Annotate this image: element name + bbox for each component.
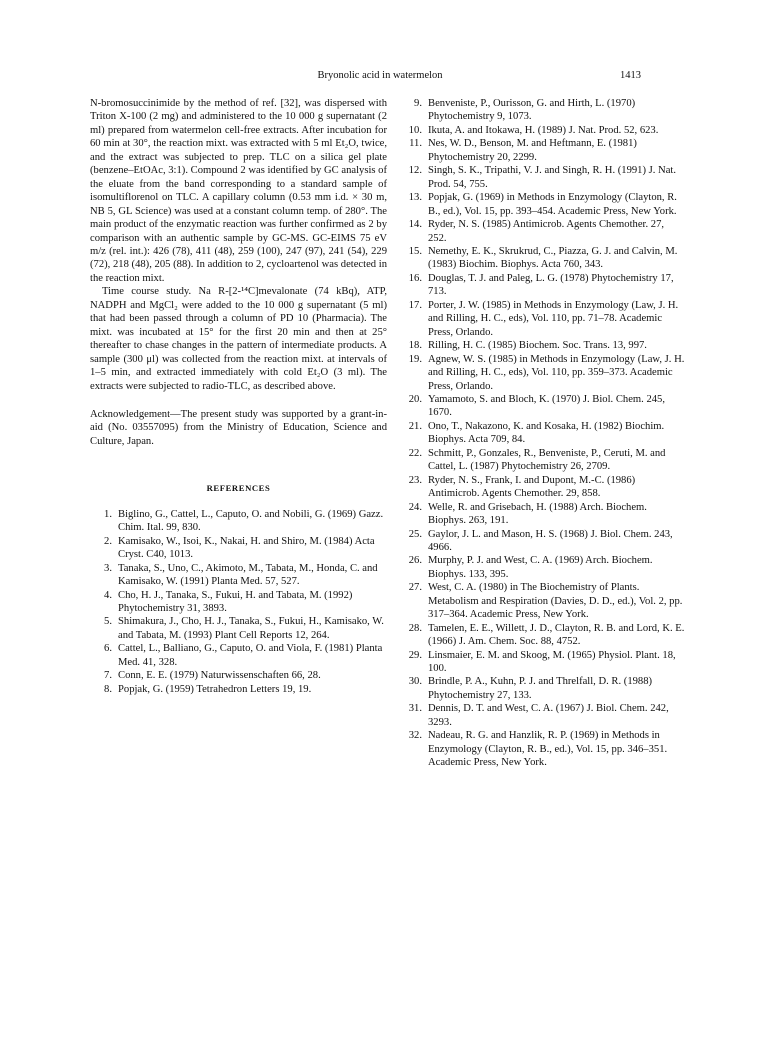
reference-item [400, 447, 685, 474]
reference-number: 17. [408, 299, 422, 311]
reference-text: Porter, J. W. (1985) in Methods in Enzymology (Law, J. H. and Rilling, H. C., eds), Vol. 110, pp. 71–78. Academic Press, Orlando. [428, 299, 679, 338]
reference-number: 31. [408, 703, 422, 715]
reference-item [90, 669, 387, 682]
reference-number: 27. [408, 582, 422, 594]
left-column [90, 97, 387, 696]
reference-text: Yamamoto, S. and Bloch, K. (1970) J. Biol. Chem. 245, 1670. [428, 393, 665, 419]
reference-item [400, 622, 685, 649]
reference-number: 18. [408, 340, 422, 352]
reference-text: Nes, W. D., Benson, M. and Heftmann, E. (1981) Phytochemistry 20, 2299. [428, 138, 637, 163]
reference-number: 29. [408, 649, 422, 661]
page-number: 1413 [620, 70, 641, 81]
reference-item [400, 299, 685, 339]
reference-number: 5. [104, 616, 112, 628]
reference-item [400, 474, 685, 501]
reference-number: 30. [408, 676, 422, 688]
reference-item [400, 218, 685, 245]
reference-number: 12. [408, 165, 422, 177]
reference-number: 25. [408, 528, 422, 540]
reference-item [90, 683, 387, 696]
reference-text: Popjak, G. (1969) in Methods in Enzymology (Clayton, R. B., ed.), Vol. 15, pp. 393–454. Academic Press, New York. [428, 192, 677, 217]
reference-number: 21. [408, 420, 422, 432]
method-paragraph: N-bromosuccinimide by the method of ref. [32], was dispersed with Triton X-100 (2 mg) and administered to the 10 000 g supernatant (2 ml) prepared from watermelon cell-free extracts. After incubation for 60 min at 30°, the reaction mixt. was extracted with 5 ml Et₂O, twice, and the extract was subjected to prep. TLC on a silica gel plate (benzene–EtOAc, 3:1). Compound 2 was identified by GC analysis of the eluate from the band corresponding to a standard sample of isomultiflorenol on TLC. A capillary column (0.53 mm i.d. × 30 m, NB 5, GL Science) was used at a constant column temp. of 280°. The main product of the enzymatic reaction was further confirmed as 2 by comparison with an authentic sample by GC-MS. GC-EIMS 75 eV m/z (rel. int.): 426 (78), 411 (48), 259 (100), 247 (97), 241 (54), 229 (72), 218 (48), 205 (88). In addition to 2, cycloartenol was detected in the reaction mixt. [90, 98, 387, 284]
reference-item [400, 581, 685, 621]
reference-text: Dennis, D. T. and West, C. A. (1967) J. Biol. Chem. 242, 3293. [428, 703, 669, 728]
reference-text: Brindle, P. A., Kuhn, P. J. and Threlfall, D. R. (1988) Phytochemistry 27, 133. [428, 676, 653, 701]
reference-text: Conn, E. E. (1979) Naturwissenschaften 66, 28. [118, 670, 321, 682]
reference-text: Gaylor, J. L. and Mason, H. S. (1968) J. Biol. Chem. 243, 4966. [428, 528, 673, 553]
reference-number: 26. [408, 555, 422, 567]
reference-list-right [400, 97, 685, 770]
reference-text: Nadeau, R. G. and Hanzlik, R. P. (1969) in Methods in Enzymology (Clayton, R. B., ed.), Vol. 15, pp. 346–351. Academic Press, New York. [428, 730, 668, 769]
reference-number: 24. [408, 501, 422, 513]
reference-item [400, 272, 685, 299]
reference-number: 9. [414, 98, 422, 109]
reference-item [90, 615, 387, 642]
reference-number: 15. [408, 245, 422, 257]
reference-number: 8. [104, 683, 112, 695]
reference-item [400, 675, 685, 702]
reference-text: Singh, S. K., Tripathi, V. J. and Singh, R. H. (1991) J. Nat. Prod. 54, 755. [428, 165, 677, 190]
reference-item [400, 339, 685, 352]
reference-number: 10. [408, 124, 422, 136]
reference-number: 13. [408, 192, 422, 204]
time-course-paragraph: Time course study. Na R-[2-¹⁴C]mevalonate (74 kBq), ATP, NADPH and MgCl₂ were added to the 10 000 g supernatant (5 ml) that had been passed through a column of PD 10 (Pharmacia). The mixt. was incubated at 15° for the first 20 min and then at 25° thereafter to chase changes in the pattern of intermediate products. A sample (300 μl) was collected from the reaction mixt. at intervals of 1–5 min, and extracted immediately with cold Et₂O (3 ml). The extracts were subjected to radio-TLC, as described above. [90, 286, 387, 392]
reference-text: Welle, R. and Grisebach, H. (1988) Arch. Biochem. Biophys. 263, 191. [428, 501, 647, 527]
reference-list-left [90, 508, 387, 696]
reference-text: West, C. A. (1980) in The Biochemistry of Plants. Metabolism and Respiration (Davies, D. D., ed.), Vol. 2, pp. 317–364. Academic Press, New York. [428, 582, 683, 621]
reference-text: Ono, T., Nakazono, K. and Kosaka, H. (1982) Biochim. Biophys. Acta 709, 84. [428, 420, 665, 446]
reference-item [400, 528, 685, 555]
reference-item [400, 124, 685, 137]
reference-text: Cattel, L., Balliano, G., Caputo, O. and Viola, F. (1981) Planta Med. 41, 328. [118, 643, 383, 668]
reference-text: Ryder, N. S. (1985) Antimicrob. Agents Chemother. 27, 252. [428, 219, 665, 244]
reference-item [400, 164, 685, 191]
experimental-text [90, 97, 387, 393]
reference-text: Shimakura, J., Cho, H. J., Tanaka, S., Fukui, H., Kamisako, W. and Tabata, M. (1993) Plant Cell Reports 12, 264. [118, 616, 384, 641]
reference-number: 32. [408, 730, 422, 742]
reference-text: Ryder, N. S., Frank, I. and Dupont, M.-C. (1986) Antimicrob. Agents Chemother. 29, 858. [428, 474, 636, 500]
acknowledgement: Acknowledgement—The present study was supported by a grant-in-aid (No. 03557095) from the Ministry of Education, Science and Culture, Japan. [90, 408, 387, 447]
reference-number: 4. [104, 589, 112, 601]
reference-text: Schmitt, P., Gonzales, R., Benveniste, P., Ceruti, M. and Cattel, L. (1987) Phytochemistry 26, 2709. [428, 447, 666, 473]
reference-text: Tanaka, S., Uno, C., Akimoto, M., Tabata, M., Honda, C. and Kamisako, W. (1991) Planta Med. 57, 527. [118, 562, 378, 588]
reference-item [400, 501, 685, 528]
reference-number: 28. [408, 622, 422, 634]
reference-item [400, 353, 685, 393]
running-title: Bryonolic acid in watermelon [317, 70, 443, 81]
reference-item [90, 589, 387, 616]
reference-item [400, 191, 685, 218]
reference-item [90, 535, 387, 562]
reference-text: Murphy, P. J. and West, C. A. (1969) Arch. Biochem. Biophys. 133, 395. [428, 555, 653, 580]
reference-item [400, 393, 685, 420]
reference-number: 14. [408, 219, 422, 231]
reference-text: Nemethy, E. K., Skrukrud, C., Piazza, G. J. and Calvin, M. (1983) Biochim. Biophys. Acta 760, 343. [428, 245, 678, 271]
reference-number: 1. [104, 508, 112, 520]
reference-number: 11. [409, 138, 422, 150]
reference-item [400, 137, 685, 164]
reference-number: 2. [104, 535, 112, 547]
reference-item [400, 649, 685, 676]
reference-number: 3. [104, 562, 112, 574]
reference-number: 22. [408, 447, 422, 459]
reference-number: 6. [104, 643, 112, 655]
reference-text: Benveniste, P., Ourisson, G. and Hirth, L. (1970) Phytochemistry 9, 1073. [428, 98, 636, 123]
reference-text: Kamisako, W., Isoi, K., Nakai, H. and Shiro, M. (1984) Acta Cryst. C40, 1013. [118, 535, 375, 561]
reference-item [400, 97, 685, 124]
reference-text: Rilling, H. C. (1985) Biochem. Soc. Trans. 13, 997. [428, 340, 647, 352]
reference-number: 7. [104, 670, 112, 682]
reference-item [400, 554, 685, 581]
reference-number: 23. [408, 474, 422, 486]
reference-text: Linsmaier, E. M. and Skoog, M. (1965) Physiol. Plant. 18, 100. [428, 649, 676, 675]
reference-text: Tamelen, E. E., Willett, J. D., Clayton, R. B. and Lord, K. E. (1966) J. Am. Chem. Soc. 88, 4752. [428, 622, 685, 648]
reference-item [400, 420, 685, 447]
reference-text: Agnew, W. S. (1985) in Methods in Enzymology (Law, J. H. and Rilling, H. C., eds), Vol. 110, pp. 359–373. Academic Press, Orlando. [428, 353, 685, 392]
reference-item [400, 729, 685, 769]
reference-item [90, 642, 387, 669]
references-heading: REFERENCES [206, 483, 271, 494]
reference-text: Cho, H. J., Tanaka, S., Fukui, H. and Tabata, M. (1992) Phytochemistry 31, 3893. [118, 589, 353, 614]
reference-item [90, 562, 387, 589]
reference-text: Popjak, G. (1959) Tetrahedron Letters 19, 19. [118, 683, 312, 695]
reference-item [400, 702, 685, 729]
reference-item [400, 245, 685, 272]
reference-text: Biglino, G., Cattel, L., Caputo, O. and Nobili, G. (1969) Gazz. Chim. Ital. 99, 830. [118, 508, 384, 534]
right-column [400, 97, 685, 770]
reference-number: 19. [408, 353, 422, 365]
reference-number: 16. [408, 272, 422, 284]
reference-item [90, 508, 387, 535]
reference-text: Ikuta, A. and Itokawa, H. (1989) J. Nat. Prod. 52, 623. [428, 124, 659, 136]
reference-text: Douglas, T. J. and Paleg, L. G. (1978) Phytochemistry 17, 713. [428, 272, 674, 298]
reference-number: 20. [408, 393, 422, 405]
